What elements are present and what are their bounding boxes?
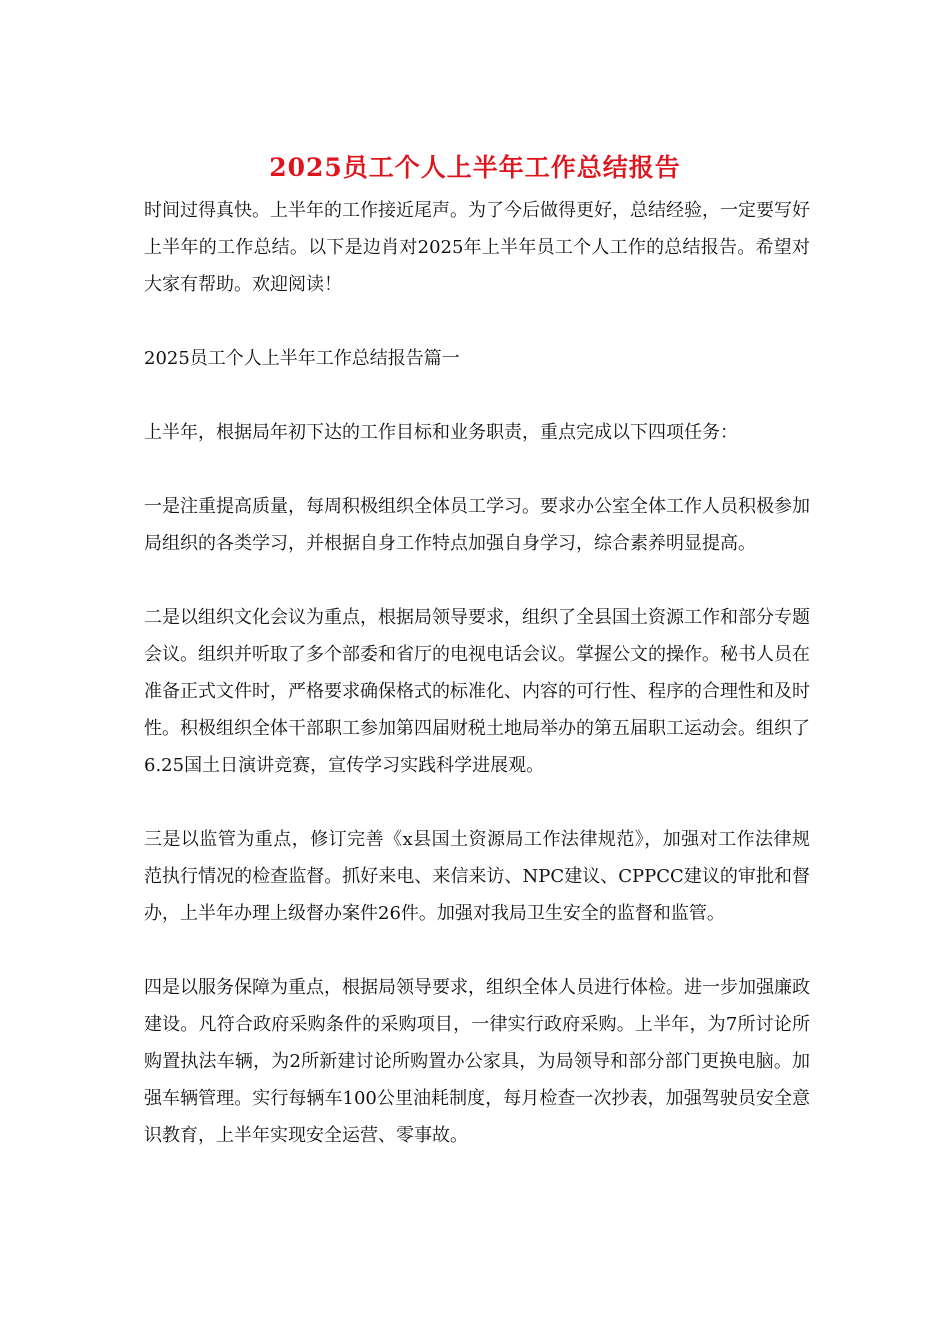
paragraph-task-3: 三是以监管为重点，修订完善《x县国土资源局工作法律规范》，加强对工作法律规范执行情况的检查监督。抓好来电、来信来访、NPC建议、CPPCC建议的审批和督办，上半年办理上级督办案件26件。加强对我局卫生安全的监督和监管。 bbox=[144, 829, 810, 924]
paragraph-task-4: 四是以服务保障为重点，根据局领导要求，组织全体人员进行体检。进一步加强廉政建设。凡符合政府采购条件的采购项目，一律实行政府采购。上半年，为7所讨论所购置执法车辆，为2所新建讨论所购置办公家具，为局领导和部分部门更换电脑。加强车辆管理。实行每辆车100公里油耗制度，每月检查一次抄表，加强驾驶员安全意识教育，上半年实现安全运营、零事故。 bbox=[144, 977, 810, 1146]
document-title: 2025员工个人上半年工作总结报告 bbox=[269, 153, 681, 182]
document-body bbox=[144, 192, 810, 1191]
paragraph-task-2: 二是以组织文化会议为重点，根据局领导要求，组织了全县国土资源工作和部分专题会议。组织并听取了多个部委和省厅的电视电话会议。掌握公文的操作。秘书人员在准备正式文件时，严格要求确保格式的标准化、内容的可行性、程序的合理性和及时性。积极组织全体干部职工参加第四届财税土地局举办的第五届职工运动会。组织了6.25国土日演讲竞赛，宣传学习实践科学进展观。 bbox=[144, 607, 810, 776]
paragraph-task-1: 一是注重提高质量，每周积极组织全体员工学习。要求办公室全体工作人员积极参加局组织的各类学习，并根据自身工作特点加强自身学习，综合素养明显提高。 bbox=[144, 496, 810, 554]
paragraph-overview: 上半年，根据局年初下达的工作目标和业务职责，重点完成以下四项任务： bbox=[144, 422, 738, 443]
section-heading: 2025员工个人上半年工作总结报告篇一 bbox=[144, 348, 460, 369]
paragraph-intro: 时间过得真快。上半年的工作接近尾声。为了今后做得更好，总结经验，一定要写好上半年的工作总结。以下是边肖对2025年上半年员工个人工作的总结报告。希望对大家有帮助。欢迎阅读！ bbox=[144, 200, 810, 295]
